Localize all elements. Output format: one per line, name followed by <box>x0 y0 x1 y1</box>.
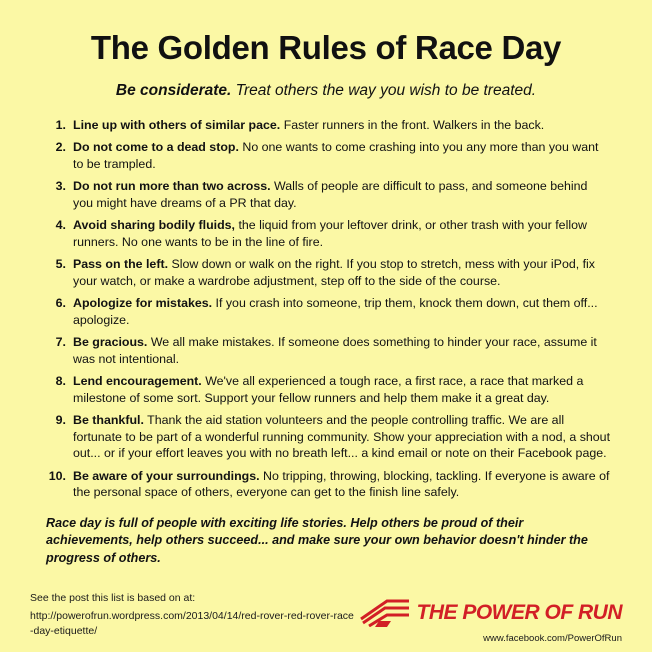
page-title: The Golden Rules of Race Day <box>90 29 562 66</box>
rule-lead: Be gracious. <box>73 335 148 350</box>
facebook-url[interactable]: www.facebook.com/PowerOfRun <box>483 633 622 644</box>
rule-lead: Lend encouragement. <box>73 374 202 389</box>
rule-lead: Do not run more than two across. <box>73 179 271 194</box>
rule-lead: Apologize for mistakes. <box>73 296 213 311</box>
list-item <box>46 334 610 367</box>
logo-row <box>357 597 623 627</box>
rule-text: We've all experienced a tough race, a first race, a race that marked a milestone of some sort. Support your fellow runners and help them make it a great day. <box>73 374 584 405</box>
rule-text: If you crash into someone, trip them, knock them down, cut them off... apologize. <box>73 296 598 327</box>
list-item <box>46 117 610 134</box>
list-item <box>46 178 610 211</box>
rule-number: 2. <box>55 140 66 155</box>
footer <box>0 591 652 644</box>
list-item <box>46 412 610 462</box>
rule-text: Slow down or walk on the right. If you stop to stretch, mess with your iPod, fix your watch, or make a wardrobe adjustment, step off to the side of the course. <box>73 257 596 288</box>
rule-text: Thank the aid station volunteers and the people controlling traffic. We are all fortunate to be part of a wonderful running community. Show your appreciation with a nod, a shout out... or if your effort leaves you with no breath left... a kind email or note on their Facebook page. <box>73 413 611 461</box>
list-item <box>46 373 610 406</box>
source-url-link[interactable]: http://powerofrun.wordpress.com/2013/04/14/red-rover-red-rover-race-day-etiquette/ <box>30 610 354 638</box>
rule-number: 1. <box>55 117 66 132</box>
rule-text: Faster runners in the front. Walkers in the back. <box>280 117 545 132</box>
rule-number: 4. <box>55 218 66 233</box>
footer-source <box>30 591 357 640</box>
rule-text: We all make mistakes. If someone does something to hinder your race, assume it was not intentional. <box>73 335 597 366</box>
rule-lead: Do not come to a dead stop. <box>73 140 239 155</box>
rules-list <box>30 117 622 501</box>
rule-text: Walls of people are difficult to pass, and someone behind you might have dreams of a PR that day. <box>73 179 588 210</box>
footer-see-line: See the post this list is based on at: <box>30 592 196 604</box>
logo-text: THE POWER OF RUN <box>416 600 622 624</box>
rule-lead: Be thankful. <box>73 413 144 428</box>
rule-number: 3. <box>55 179 66 194</box>
rule-number: 7. <box>55 335 66 350</box>
subtitle <box>30 82 622 101</box>
list-item <box>46 217 610 250</box>
rule-lead: Line up with others of similar pace. <box>73 117 281 132</box>
list-item <box>46 295 610 328</box>
brand-block <box>357 591 623 644</box>
list-item <box>46 256 610 289</box>
list-item <box>46 139 610 172</box>
rule-lead: Pass on the left. <box>73 257 169 272</box>
rule-lead: Avoid sharing bodily fluids, <box>73 218 236 233</box>
rule-text: No tripping, throwing, blocking, tackling. If everyone is aware of the personal space of others, everyone can get to the finish line safely. <box>73 468 610 500</box>
rule-number: 6. <box>55 296 66 311</box>
closing-paragraph: Race day is full of people with exciting life stories. Help others be proud of their achievements, help others succeed... and make sure your own behavior doesn't hinder the progress of others. <box>46 515 588 565</box>
rule-text: the liquid from your leftover drink, or other trash with your fellow runners. No one wants to be in the line of fire. <box>73 218 587 249</box>
power-of-run-logo-icon <box>357 597 411 627</box>
rule-text: No one wants to come crashing into you any more than you want to be trampled. <box>73 140 599 171</box>
subtitle-rest: Treat others the way you wish to be treated. <box>231 82 537 100</box>
rule-number: 10. <box>48 468 66 483</box>
rule-lead: Be aware of your surroundings. <box>73 468 260 483</box>
subtitle-lead: Be considerate. <box>115 82 232 100</box>
rule-number: 9. <box>55 413 66 428</box>
rule-number: 8. <box>55 374 66 389</box>
rule-number: 5. <box>55 257 66 272</box>
list-item <box>46 468 610 501</box>
